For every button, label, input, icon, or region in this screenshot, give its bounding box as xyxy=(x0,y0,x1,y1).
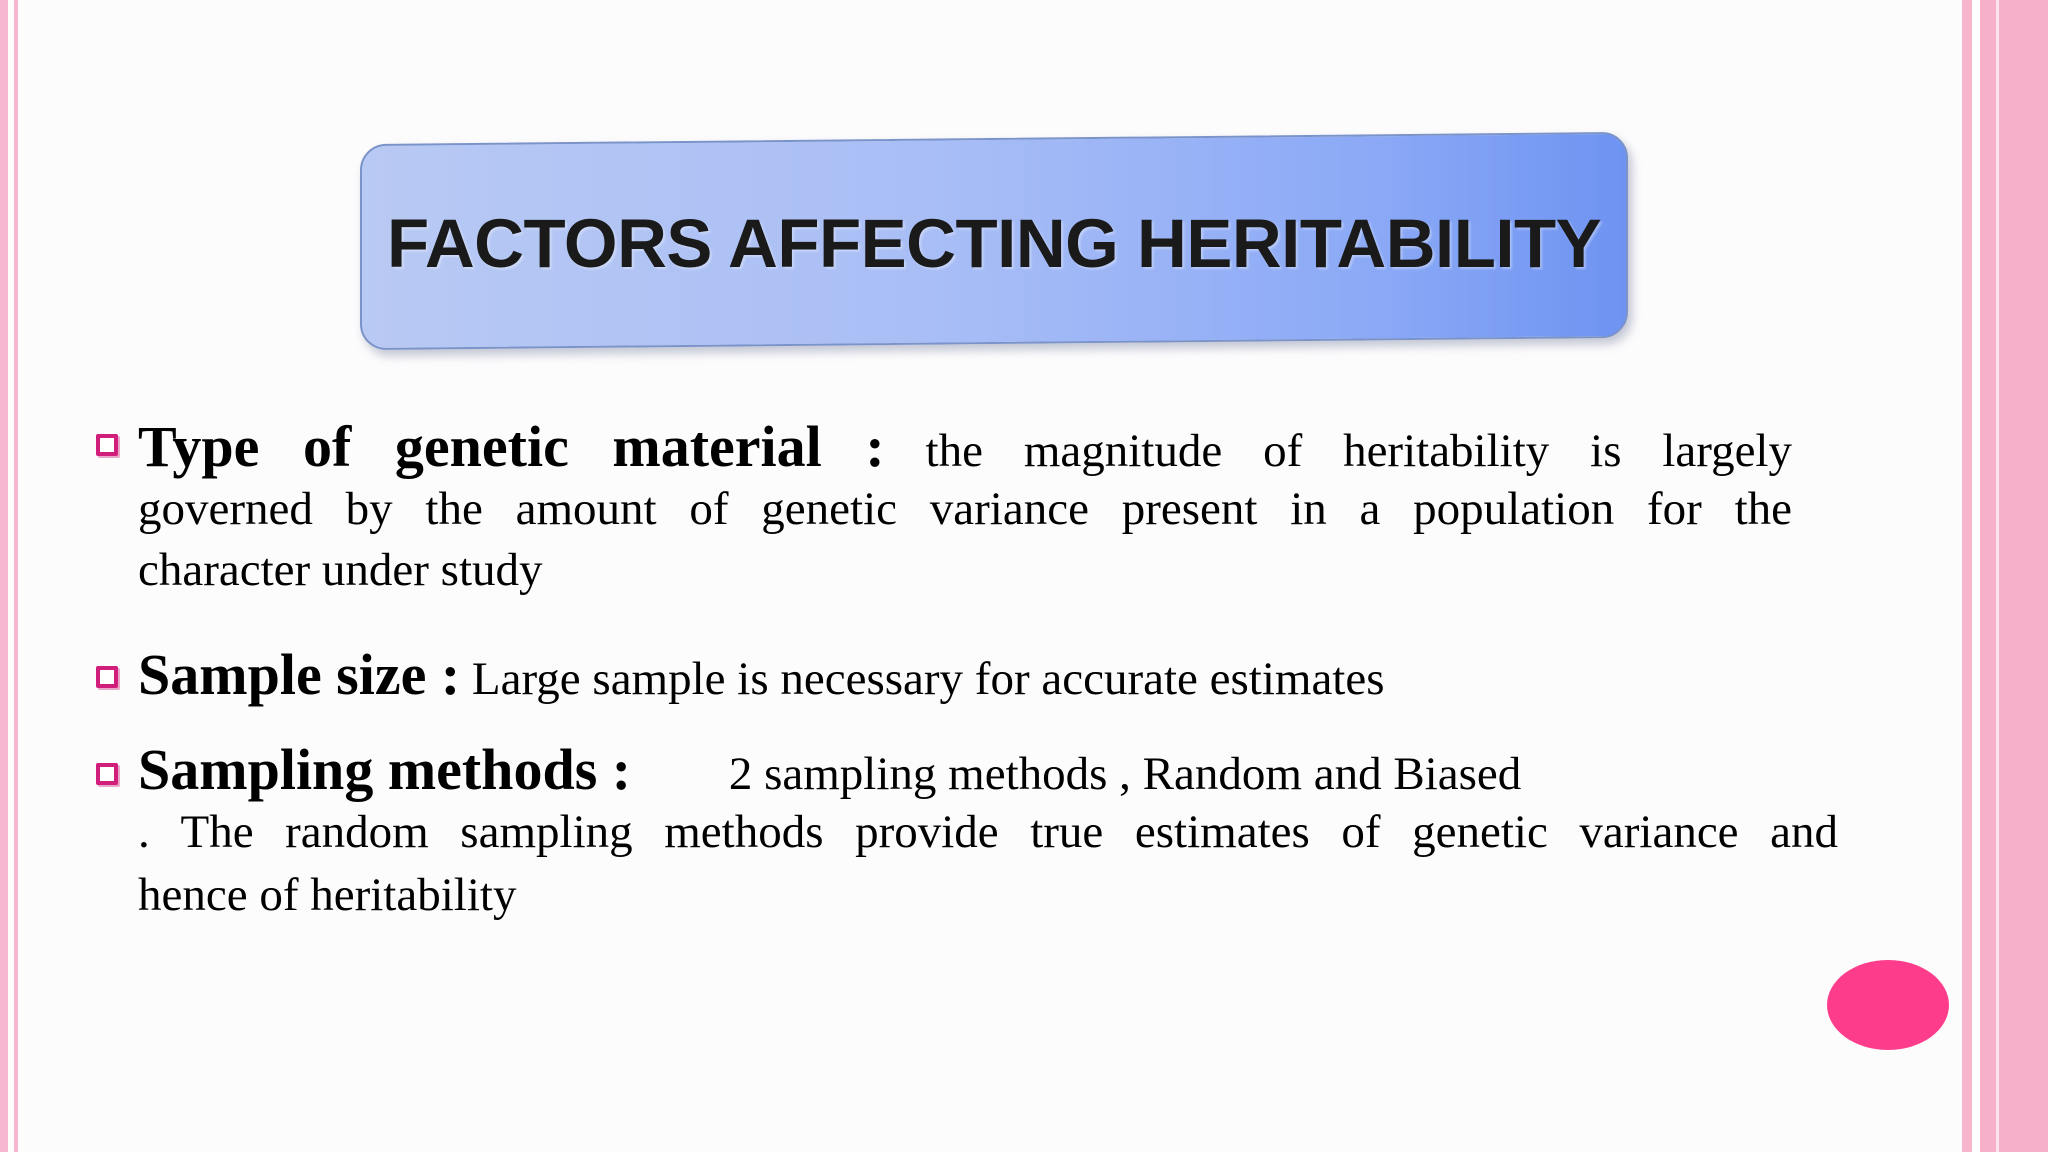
left-border xyxy=(0,0,8,1152)
bullet-text-line: governed by the amount of genetic variance present in a population for the xyxy=(138,483,1792,535)
bullet-sample-size xyxy=(138,640,1638,710)
pink-oval-decoration xyxy=(1827,960,1949,1050)
right-border-gap xyxy=(1972,0,1980,1152)
left-border-inner-line xyxy=(14,0,18,1152)
title-banner xyxy=(360,132,1628,350)
bullet-first-line xyxy=(138,414,1792,479)
bullet-heading: Sample size : xyxy=(138,642,461,707)
bullet-text-line: character under study xyxy=(138,544,543,596)
right-border-band-line xyxy=(1996,0,1999,1152)
hollow-square-bullet-icon xyxy=(96,763,118,785)
bullet-heading: Sampling methods : xyxy=(138,737,632,802)
bullet-text-line: 2 sampling methods , Random and Biased xyxy=(728,748,1522,800)
hollow-square-bullet-icon xyxy=(96,434,118,456)
slide-title: FACTORS AFFECTING HERITABILITY xyxy=(386,204,1602,282)
bullet-type-of-genetic-material xyxy=(138,412,1792,602)
bullet-text-line: the magnitude of heritability is largely xyxy=(925,425,1792,477)
right-border-band xyxy=(1980,0,2048,1152)
right-border-line xyxy=(1962,0,1972,1152)
bullet-first-line xyxy=(138,737,1522,802)
bullet-text-line: hence of heritability xyxy=(138,869,517,921)
bullet-heading: Type of genetic material : xyxy=(138,414,885,479)
bullet-text-line: Large sample is necessary for accurate estimates xyxy=(471,653,1385,705)
bullet-text-line: . The random sampling methods provide true estimates of genetic variance and xyxy=(138,806,1838,858)
hollow-square-bullet-icon xyxy=(96,666,118,688)
bullet-sampling-methods xyxy=(138,735,1838,925)
bullet-first-line xyxy=(138,642,1385,707)
